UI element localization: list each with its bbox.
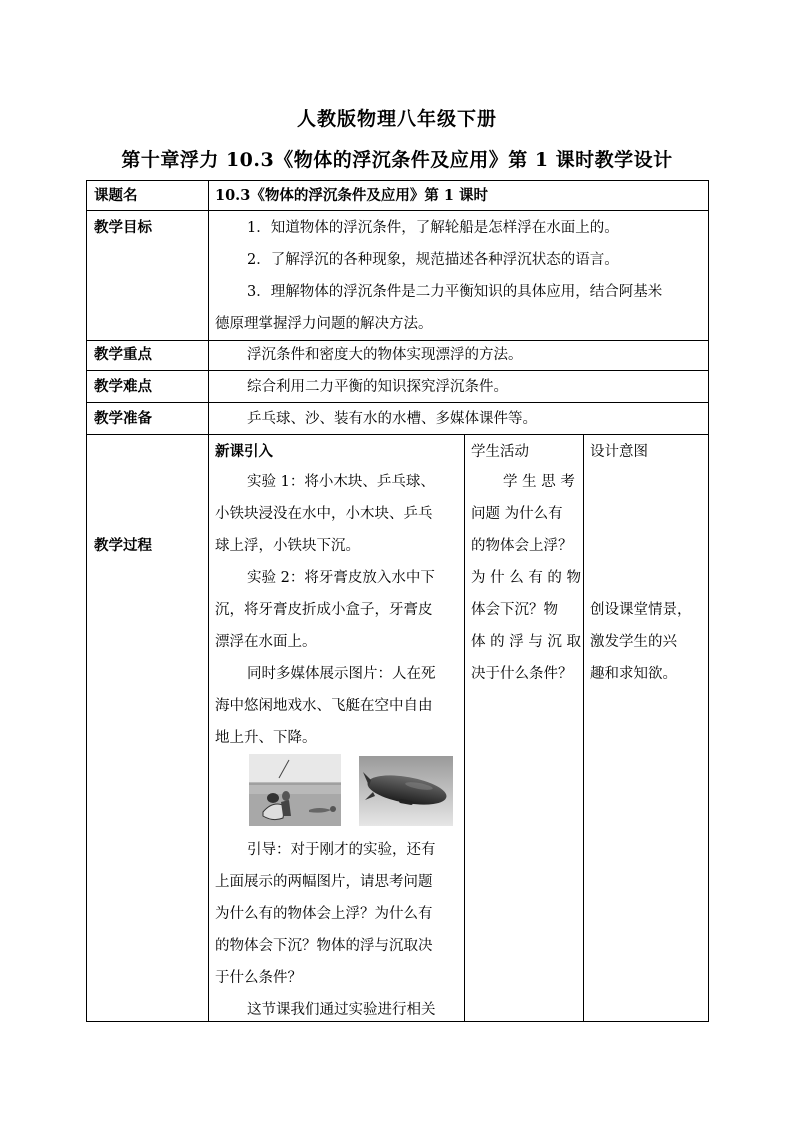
airship-photo: [359, 756, 453, 826]
teacher-line: 的物体会下沉？物体的浮与沉取决: [215, 938, 433, 954]
teacher-line: 为什么有的物体会上浮？为什么有: [215, 906, 433, 922]
preparation-value: 乒乓球、沙、装有水的水槽、多媒体课件等。: [247, 411, 537, 427]
document-subtitle: 第十章浮力 10.3《物体的浮沉条件及应用》第 1 课时教学设计: [121, 149, 673, 171]
teacher-activity-a: [215, 466, 460, 754]
teacher-line: 引导：对于刚才的实验，还有: [247, 842, 436, 858]
teacher-line: 地上升、下降。: [215, 730, 317, 746]
design-intent: [590, 594, 705, 690]
teacher-line: 上面展示的两幅图片，请思考问题: [215, 874, 433, 890]
student-line: 问题 为什么有: [471, 506, 563, 522]
student-activity-header: 学生活动: [471, 444, 529, 460]
student-line: 学 生 思 考: [503, 474, 575, 490]
goal-item: 2．了解浮沉的各种现象，规范描述各种浮沉状态的语言。: [247, 252, 619, 268]
student-line: 体 的 浮 与 沉 取: [471, 634, 582, 650]
teacher-line: 海中悠闲地戏水、飞艇在空中自由: [215, 698, 433, 714]
teacher-line: 球上浮，小铁块下沉。: [215, 538, 360, 554]
intent-line: 趣和求知欲。: [590, 666, 677, 682]
teacher-line: 于什么条件？: [215, 970, 302, 986]
topic-value: 10.3《物体的浮沉条件及应用》第 1 课时: [215, 187, 488, 204]
key-point-label: 教学重点: [94, 346, 152, 363]
dead-sea-photo: [249, 754, 341, 826]
key-point-value: 浮沉条件和密度大的物体实现漂浮的方法。: [247, 347, 523, 363]
intent-line: 激发学生的兴: [590, 634, 677, 650]
teacher-activity-b: [215, 834, 460, 1026]
difficulty-value: 综合利用二力平衡的知识探究浮沉条件。: [247, 379, 508, 395]
intent-line: 创设课堂情景，: [590, 602, 692, 618]
teacher-line: 同时多媒体展示图片：人在死: [247, 666, 436, 682]
goal-item: 德原理掌握浮力问题的解决方法。: [215, 316, 433, 332]
student-line: 体会下沉？物: [471, 602, 558, 618]
student-line: 决于什么条件？: [471, 666, 573, 682]
goals-label: 教学目标: [94, 219, 152, 236]
goal-item: 3．理解物体的浮沉条件是二力平衡知识的具体应用，结合阿基米: [247, 284, 663, 300]
section-title: 新课引入: [215, 443, 273, 460]
teacher-line: 实验 1：将小木块、乒乓球、: [247, 474, 435, 490]
student-line: 的物体会上浮？: [471, 538, 573, 554]
student-activity: [471, 466, 581, 690]
teacher-line: 漂浮在水面上。: [215, 634, 317, 650]
goals-list: [215, 212, 703, 340]
teacher-line: 这节课我们通过实验进行相关: [247, 1002, 436, 1018]
preparation-label: 教学准备: [94, 410, 152, 427]
process-label: 教学过程: [94, 537, 152, 554]
difficulty-label: 教学难点: [94, 378, 152, 395]
teacher-line: 小铁块浸没在水中，小木块、乒乓: [215, 506, 433, 522]
goal-item: 1．知道物体的浮沉条件，了解轮船是怎样浮在水面上的。: [247, 220, 619, 236]
document-title: 人教版物理八年级下册: [296, 108, 497, 130]
topic-label: 课题名: [94, 187, 138, 204]
student-line: 为 什 么 有 的 物: [471, 570, 582, 586]
teacher-line: 沉，将牙膏皮折成小盒子，牙膏皮: [215, 602, 433, 618]
design-intent-header: 设计意图: [590, 444, 648, 460]
teacher-line: 实验 2：将牙膏皮放入水中下: [247, 570, 435, 586]
